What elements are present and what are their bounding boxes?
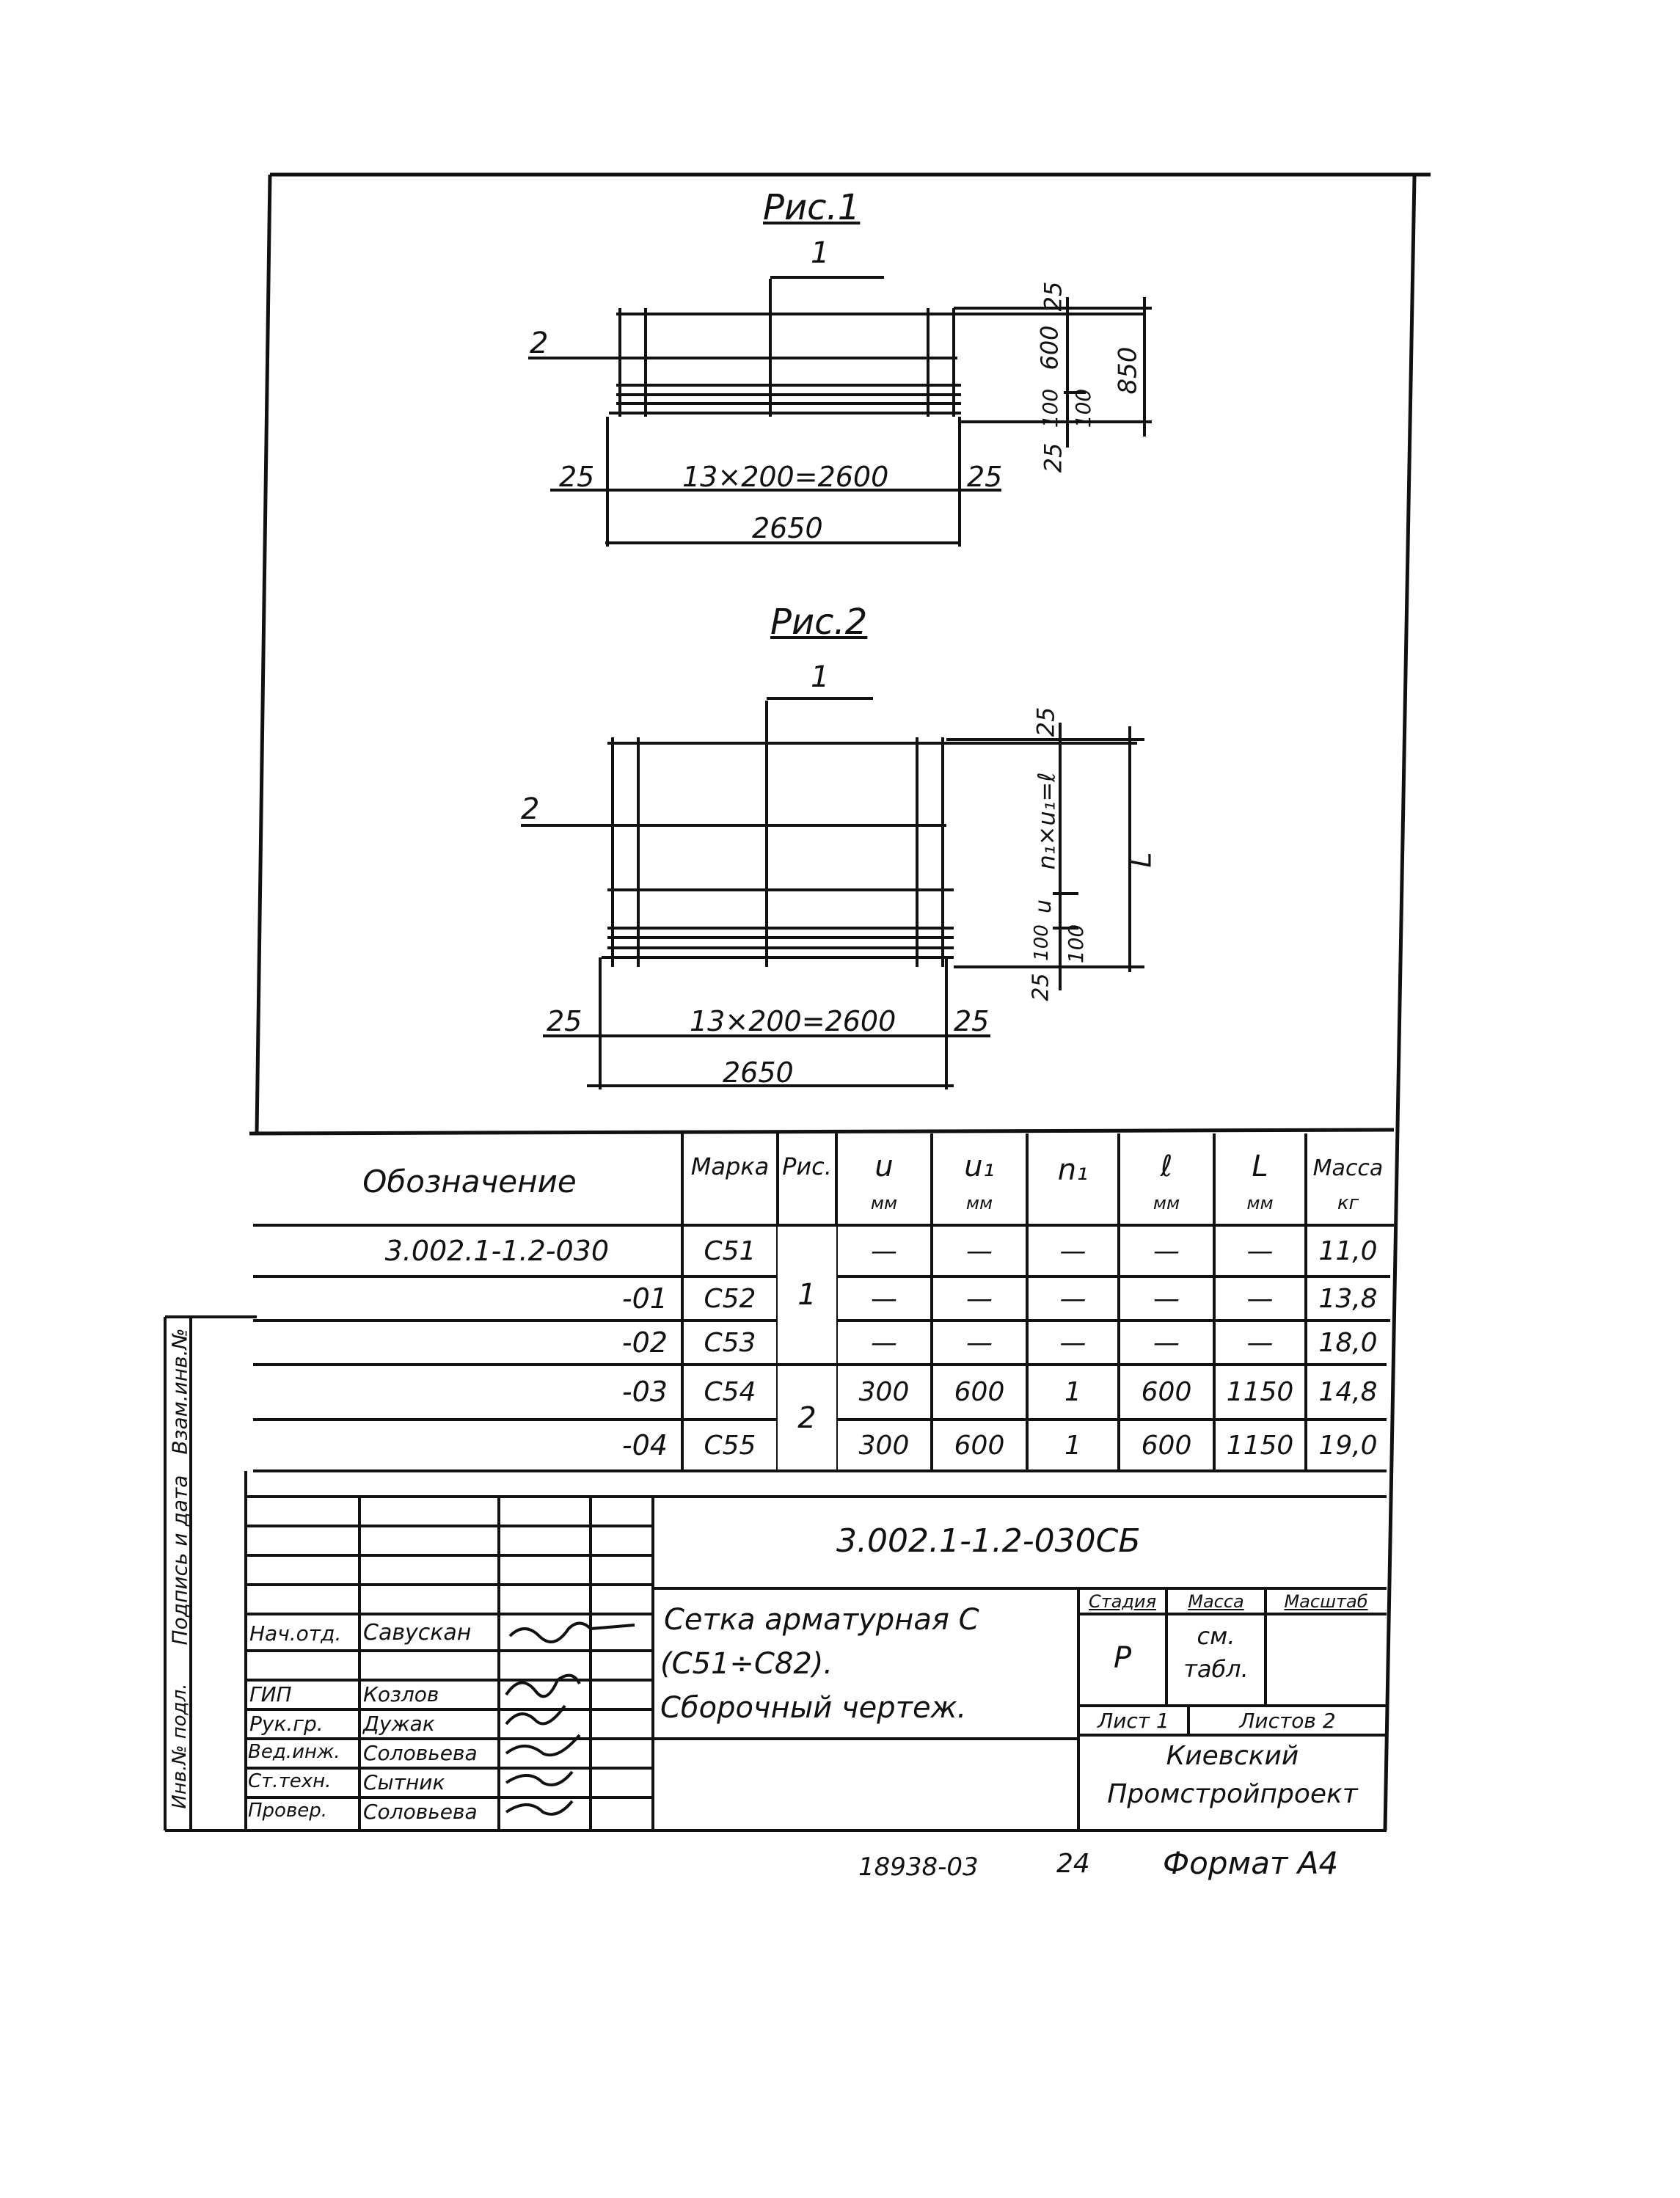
table-row-u: 300: [858, 1376, 910, 1407]
header-mass-unit: кг: [1337, 1192, 1359, 1214]
table-row-mass: 18,0: [1318, 1327, 1378, 1358]
org-line1: Киевский: [1166, 1740, 1299, 1771]
table-row-l: —: [1153, 1283, 1180, 1314]
role-label: Провер.: [248, 1800, 328, 1822]
doc-number: 3.002.1-1.2-030СБ: [836, 1522, 1141, 1560]
fig1-dim-middle: 13×200=2600: [682, 461, 889, 493]
table-row-designation: 3.002.1-1.2-030: [384, 1235, 609, 1267]
role-label: Рук.гр.: [249, 1712, 324, 1736]
format-label: Формат А4: [1163, 1845, 1339, 1881]
fig1-pos1-label: 1: [811, 236, 830, 270]
table-row-L: 1150: [1226, 1430, 1294, 1461]
table-row-designation: -01: [621, 1282, 668, 1315]
table-row-u: 300: [858, 1430, 910, 1461]
header-l-unit: мм: [1153, 1193, 1180, 1213]
table-row-u1: 600: [954, 1376, 1005, 1407]
fig1-dim-left: 25: [559, 461, 595, 493]
table-row-u1: —: [966, 1327, 993, 1358]
fig1-v-total: 850: [1113, 346, 1143, 395]
fig2-v-top: 25: [1031, 706, 1060, 737]
fig-group-2: 2: [778, 1366, 836, 1469]
fig1-dim-total: 2650: [752, 512, 823, 544]
doc-name-line1: Сетка арматурная С: [664, 1603, 979, 1637]
table-row-mass: 14,8: [1318, 1376, 1378, 1407]
header-L-unit: мм: [1246, 1193, 1274, 1213]
header-designation: Обозначение: [362, 1163, 577, 1200]
fig2-v-100b: 100: [1064, 924, 1089, 964]
table-row-u1: 600: [954, 1430, 1005, 1461]
table-row-n1: —: [1059, 1283, 1086, 1314]
role-name: Сытник: [363, 1770, 445, 1794]
stage-label: Стадия: [1088, 1591, 1157, 1612]
table-row-u1: —: [966, 1235, 993, 1266]
table-row-mark: С52: [704, 1283, 756, 1314]
header-u1: u₁: [964, 1150, 995, 1183]
table-row-n1: —: [1059, 1235, 1086, 1266]
sheet-label: Лист 1: [1098, 1708, 1169, 1733]
stage-value: Р: [1113, 1641, 1132, 1675]
table-row-mark: С54: [704, 1376, 756, 1407]
role-name: Савускан: [363, 1620, 472, 1646]
fig2-v-total: L: [1125, 852, 1158, 868]
table-row-L: —: [1246, 1283, 1274, 1314]
fig2-dim-middle: 13×200=2600: [690, 1005, 896, 1037]
fig2-v-bottom: 25: [1028, 973, 1054, 1001]
table-row-l: —: [1153, 1327, 1180, 1358]
header-l: ℓ: [1160, 1150, 1173, 1183]
role-label: Ст.техн.: [248, 1770, 332, 1792]
table-row-mass: 19,0: [1318, 1430, 1378, 1461]
table-row-mark: С53: [704, 1327, 756, 1358]
table-row-u1: —: [966, 1283, 993, 1314]
table-row-n1: 1: [1064, 1376, 1081, 1407]
table-row-L: —: [1246, 1235, 1274, 1266]
fig2-pos2-label: 2: [521, 792, 540, 826]
sheets-label: Листов 2: [1239, 1708, 1336, 1733]
mass-value-2: табл.: [1183, 1655, 1249, 1683]
mass-value-1: см.: [1197, 1622, 1235, 1650]
table-row-u: —: [871, 1235, 897, 1266]
table-row-n1: 1: [1064, 1430, 1081, 1461]
fig1-v-100a: 100: [1038, 388, 1063, 428]
fig1-dim-right: 25: [967, 461, 1003, 493]
role-name: Соловьева: [363, 1741, 478, 1765]
table-row-mark: С51: [704, 1235, 756, 1266]
header-u-unit: мм: [870, 1193, 898, 1213]
table-row-mass: 11,0: [1318, 1235, 1378, 1266]
table-row-designation: -03: [621, 1376, 668, 1408]
page-number: 24: [1056, 1849, 1090, 1879]
table-row-n1: —: [1059, 1327, 1086, 1358]
fig2-dim-total: 2650: [723, 1056, 794, 1089]
doc-name-line3: Сборочный чертеж.: [660, 1691, 967, 1725]
fig1-v-100b: 100: [1071, 388, 1096, 428]
table-row-L: —: [1246, 1327, 1274, 1358]
header-mass: Масса: [1312, 1155, 1384, 1181]
role-name: Дужак: [363, 1712, 435, 1736]
fig1-v-top: 25: [1039, 281, 1067, 312]
header-mark: Марка: [690, 1153, 770, 1180]
fig2-dim-left: 25: [547, 1005, 582, 1037]
header-u: u: [874, 1150, 894, 1183]
stamp-inv: Инв.№ подл.: [169, 1683, 191, 1809]
fig-group-1: 1: [778, 1227, 836, 1363]
fig2-dim-right: 25: [954, 1005, 990, 1037]
role-label: ГИП: [249, 1682, 292, 1706]
fig2-title: Рис.2: [770, 602, 868, 643]
scale-label: Масштаб: [1284, 1591, 1368, 1612]
role-label: Нач.отд.: [249, 1621, 342, 1646]
fig1-title: Рис.1: [763, 187, 861, 228]
table-row-mark: С55: [704, 1430, 756, 1461]
fig2-v-100a: 100: [1030, 924, 1053, 961]
table-row-designation: -04: [621, 1429, 668, 1461]
table-row-u: —: [871, 1327, 897, 1358]
header-n1: n₁: [1057, 1153, 1089, 1187]
table-row-u: —: [871, 1283, 897, 1314]
header-L: L: [1252, 1150, 1268, 1183]
fig2-v-nu: n₁×u₁=ℓ: [1032, 772, 1061, 870]
role-name: Соловьева: [363, 1800, 478, 1824]
frame: [249, 175, 1431, 1830]
role-name: Козлов: [363, 1682, 439, 1706]
table-row-L: 1150: [1226, 1376, 1294, 1407]
header-fig: Рис.: [782, 1153, 832, 1180]
table-row-l: —: [1153, 1235, 1180, 1266]
role-label: Вед.инж.: [248, 1741, 340, 1763]
fig1-v-600: 600: [1035, 325, 1064, 370]
table-row-l: 600: [1141, 1376, 1192, 1407]
table-row-l: 600: [1141, 1430, 1192, 1461]
stamp-podpis: Подпись и дата: [167, 1475, 192, 1646]
mass-label: Масса: [1188, 1591, 1244, 1612]
fig1-pos2-label: 2: [530, 326, 549, 360]
header-u1-unit: мм: [965, 1193, 993, 1213]
table-row-mass: 13,8: [1318, 1283, 1378, 1314]
doc-name-line2: (С51÷С82).: [660, 1647, 833, 1681]
stamp-vzam: Взам.инв.№: [167, 1328, 192, 1455]
table-row-designation: -02: [621, 1326, 668, 1359]
fig2-pos1-label: 1: [811, 660, 830, 694]
archive-number: 18938-03: [858, 1852, 979, 1882]
fig1-v-bottom: 25: [1039, 442, 1067, 473]
fig2-v-u: u: [1031, 899, 1057, 914]
org-line2: Промстройпроект: [1107, 1778, 1358, 1809]
